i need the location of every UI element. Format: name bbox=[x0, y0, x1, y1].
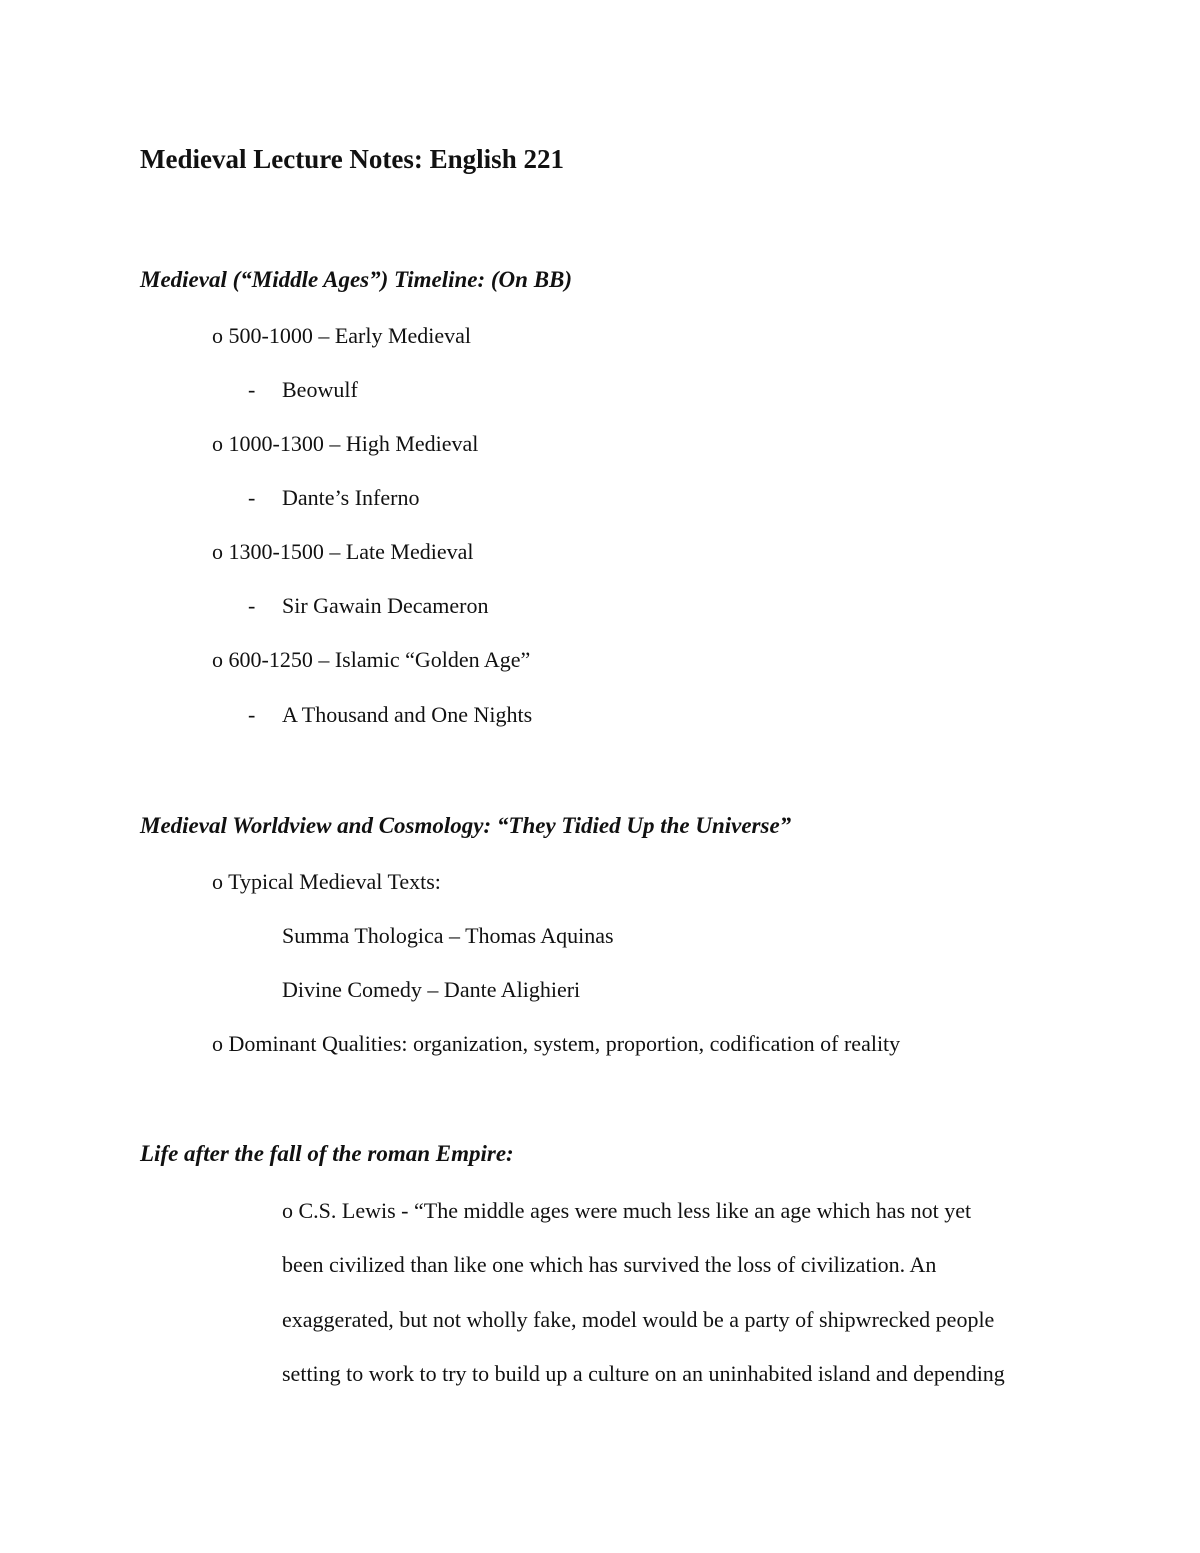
quote-line: exaggerated, but not wholly fake, model would be a party of shipwrecked people bbox=[282, 1307, 995, 1332]
worldview-text-entry: Summa Thologica – Thomas Aquinas bbox=[282, 923, 614, 948]
worldview-text-entry: Divine Comedy – Dante Alighieri bbox=[282, 977, 581, 1002]
quote-line: o C.S. Lewis - “The middle ages were much less like an age which has not yet bbox=[282, 1198, 972, 1223]
timeline-work: A Thousand and One Nights bbox=[282, 702, 533, 727]
quote-line: been civilized than like one which has survived the loss of civilization. An bbox=[282, 1252, 937, 1277]
timeline-item: o 600-1250 – Islamic “Golden Age” bbox=[212, 647, 531, 672]
timeline-work: Dante’s Inferno bbox=[282, 485, 420, 510]
page-title: Medieval Lecture Notes: English 221 bbox=[140, 144, 564, 174]
section-heading-timeline: Medieval (“Middle Ages”) Timeline: (On BB) bbox=[140, 267, 573, 292]
section-heading-worldview: Medieval Worldview and Cosmology: “They Tidied Up the Universe” bbox=[140, 813, 792, 838]
timeline-item: o 500-1000 – Early Medieval bbox=[212, 323, 472, 348]
dash-marker: - bbox=[248, 485, 256, 510]
section-heading-after-rome: Life after the fall of the roman Empire: bbox=[140, 1141, 514, 1166]
timeline-item: o 1300-1500 – Late Medieval bbox=[212, 539, 474, 564]
quote-line: setting to work to try to build up a culture on an uninhabited island and depending bbox=[282, 1361, 1005, 1386]
timeline-item: o 1000-1300 – High Medieval bbox=[212, 431, 479, 456]
worldview-item: o Typical Medieval Texts: bbox=[212, 869, 441, 894]
timeline-work: Beowulf bbox=[282, 377, 358, 402]
dash-marker: - bbox=[248, 593, 256, 618]
worldview-item: o Dominant Qualities: organization, system, proportion, codification of reality bbox=[212, 1031, 901, 1056]
timeline-work: Sir Gawain Decameron bbox=[282, 593, 489, 618]
dash-marker: - bbox=[248, 702, 256, 727]
dash-marker: - bbox=[248, 377, 256, 402]
